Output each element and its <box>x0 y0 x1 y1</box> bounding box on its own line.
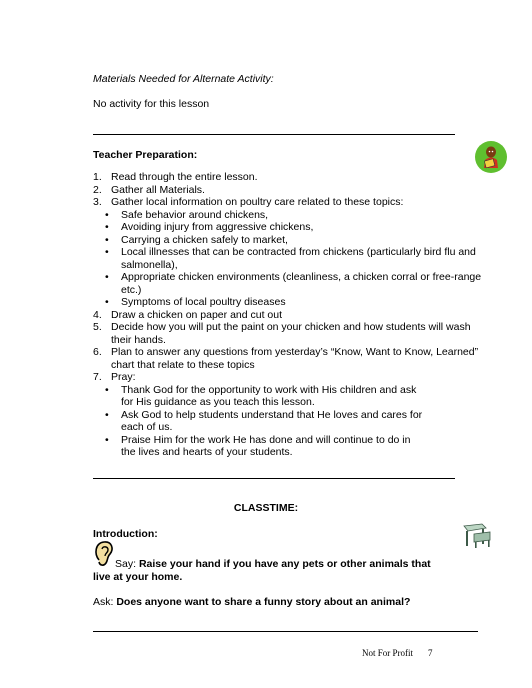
prep-step: 1. Read through the entire lesson. <box>93 171 258 183</box>
divider <box>93 631 478 632</box>
say-instruction: Say: Raise your hand if you have any pets or other animals that live at your home. <box>93 558 431 583</box>
prep-step: 4. Draw a chicken on paper and cut out <box>93 308 283 321</box>
divider <box>93 478 455 479</box>
prep-step: 3. Gather local information on poultry care related to these topics: • Safe behavior around chickens, • Avoiding injury from aggressive chickens, • Carrying a chicken safely to market, • Local illnesses that can be contracted from chickens (particularly bird flu and salmonella), • Appropriate chicken environments (cleanliness, a chicken corral or free-range etc.) • Symptoms of local poultry diseases <box>93 196 493 309</box>
prep-step: 6. Plan to answer any questions from yesterday’s “Know, Want to Know, Learned” chart that relate to these topics <box>93 346 479 371</box>
topic-item: • Local illnesses that can be contracted from chickens (particularly bird flu and salmonella), <box>93 246 493 271</box>
topic-item: • Carrying a chicken safely to market, <box>93 234 493 247</box>
teacher-reading-icon <box>474 140 508 174</box>
page-number: 7 <box>428 648 433 658</box>
prep-step: 5. Decide how you will put the paint on your chicken and how students will wash their hands. <box>93 321 471 346</box>
materials-note: No activity for this lesson <box>93 98 210 110</box>
classtime-heading: CLASSTIME: <box>233 502 299 514</box>
prep-step: 7. Pray: • Thank God for the opportunity to work with His children and ask for His guidance as you teach this lesson. • Ask God to help students understand that He loves and cares for each of us. • Praise Him for the work He has done and will continue to do in the lives and hearts of your students. <box>93 371 493 459</box>
materials-heading: Materials Needed for Alternate Activity: <box>93 73 274 85</box>
topic-item: • Appropriate chicken environments (cleanliness, a chicken corral or free-range etc.) <box>93 271 493 296</box>
footer-label: Not For Profit <box>362 648 414 658</box>
prayer-item: • Praise Him for the work He has done and will continue to do in the lives and hearts of your students. <box>93 434 493 459</box>
prayer-list <box>93 384 493 459</box>
prep-step: 2. Gather all Materials. <box>93 183 205 196</box>
ask-instruction: Ask: Does anyone want to share a funny story about an animal? <box>93 596 411 608</box>
prep-steps <box>93 171 493 459</box>
intro-heading: Introduction: <box>93 528 158 540</box>
divider <box>93 134 455 135</box>
topic-item: • Avoiding injury from aggressive chickens, <box>93 221 493 234</box>
topic-item: • Symptoms of local poultry diseases <box>93 296 493 309</box>
prayer-item: • Thank God for the opportunity to work with His children and ask for His guidance as you teach this lesson. <box>93 384 493 409</box>
prep-heading: Teacher Preparation: <box>93 149 198 161</box>
topic-list <box>93 209 493 309</box>
topic-item: • Safe behavior around chickens, <box>93 209 493 222</box>
school-desk-icon <box>460 520 494 550</box>
prayer-item: • Ask God to help students understand that He loves and cares for each of us. <box>93 409 493 434</box>
